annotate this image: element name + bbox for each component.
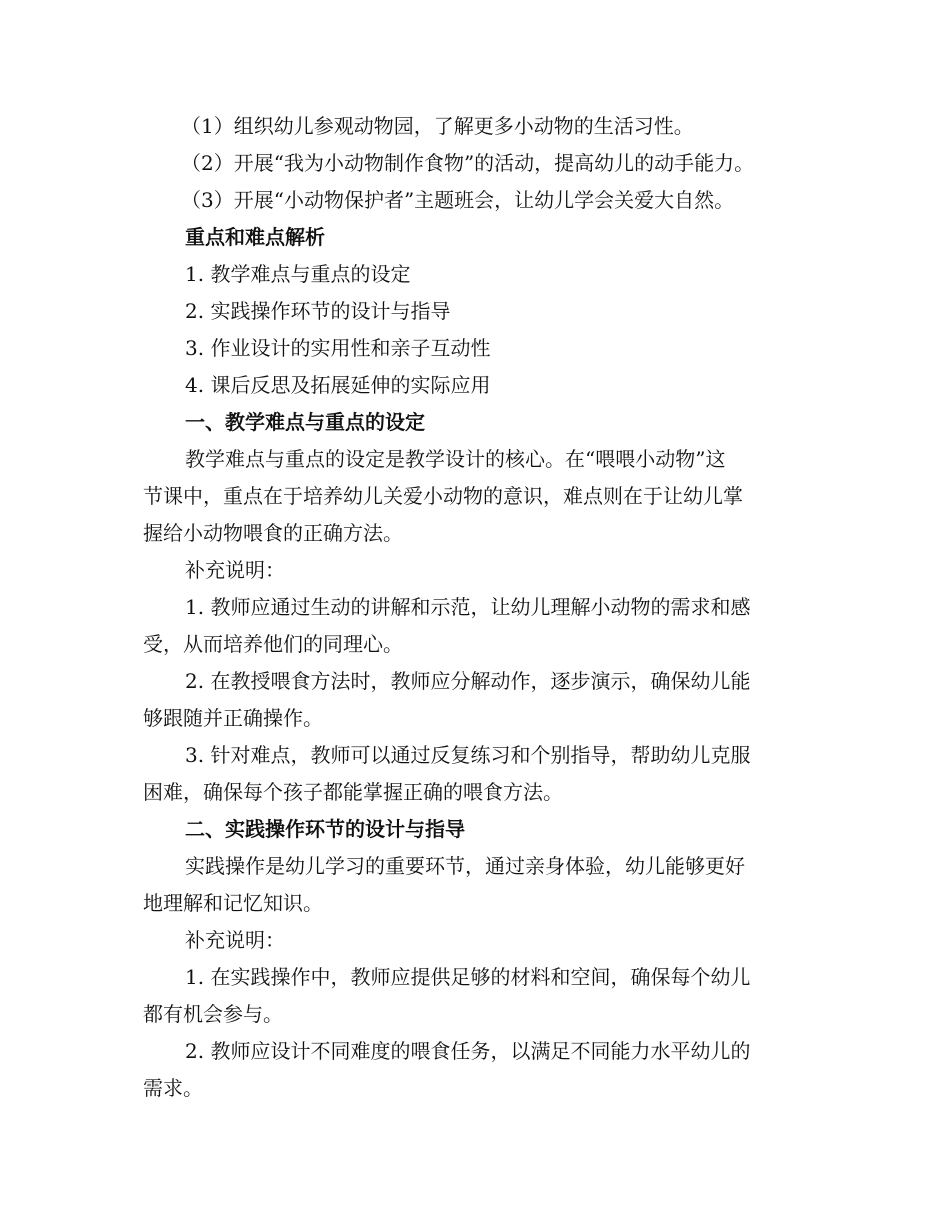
section1-note-2: [143, 663, 815, 737]
section1-note-1-line-1: 1. 教师应通过生动的讲解和示范，让幼儿理解小动物的需求和感: [185, 595, 751, 619]
section2-note-1-line-2: 都有机会参与。: [143, 1002, 283, 1026]
section2-note-1: [143, 959, 815, 1033]
section1-supplement-label: 补充说明：: [185, 558, 285, 582]
section1-note-3-line-1: 3. 针对难点，教师可以通过反复练习和个别指导，帮助幼儿克服: [185, 743, 751, 767]
section2-note-2-line-2: 需求。: [143, 1076, 203, 1100]
section2-heading: 二、实践操作环节的设计与指导: [185, 817, 465, 841]
analysis-item-4: 4. 课后反思及拓展延伸的实际应用: [185, 373, 491, 397]
analysis-heading: 重点和难点解析: [185, 225, 325, 249]
section1-paragraph: [143, 441, 815, 552]
activity-item-3: （3）开展“小动物保护者”主题班会，让幼儿学会关爱大自然。: [181, 188, 735, 212]
section1-note-1: [143, 589, 815, 663]
section1-note-3: [143, 737, 815, 811]
analysis-item-3: 3. 作业设计的实用性和亲子互动性: [185, 336, 491, 360]
section1-para-line-3: 握给小动物喂食的正确方法。: [143, 521, 403, 545]
section2-para-line-1: 实践操作是幼儿学习的重要环节，通过亲身体验，幼儿能够更好: [185, 854, 745, 878]
section2-note-1-line-1: 1. 在实践操作中，教师应提供足够的材料和空间，确保每个幼儿: [185, 965, 751, 989]
section1-para-line-1: 教学难点与重点的设定是教学设计的核心。在“喂喂小动物”这: [185, 447, 726, 471]
section1-note-2-line-1: 2. 在教授喂食方法时，教师应分解动作，逐步演示，确保幼儿能: [185, 669, 751, 693]
document-body: [143, 108, 815, 1107]
section2-para-line-2: 地理解和记忆知识。: [143, 891, 323, 915]
activity-item-1: （1）组织幼儿参观动物园，了解更多小动物的生活习性。: [181, 114, 694, 138]
analysis-item-1: 1. 教学难点与重点的设定: [185, 262, 411, 286]
section1-note-1-line-2: 受，从而培养他们的同理心。: [143, 632, 403, 656]
section2-note-2: [143, 1033, 815, 1107]
section1-para-line-2: 节课中，重点在于培养幼儿关爱小动物的意识，难点则在于让幼儿掌: [143, 484, 743, 508]
section1-note-3-line-2: 困难，确保每个孩子都能掌握正确的喂食方法。: [143, 780, 563, 804]
section2-note-2-line-1: 2. 教师应设计不同难度的喂食任务，以满足不同能力水平幼儿的: [185, 1039, 751, 1063]
activity-item-2: （2）开展“我为小动物制作食物”的活动，提高幼儿的动手能力。: [181, 151, 755, 175]
analysis-item-2: 2. 实践操作环节的设计与指导: [185, 299, 451, 323]
section2-supplement-label: 补充说明：: [185, 928, 285, 952]
section1-heading: 一、教学难点与重点的设定: [185, 410, 425, 434]
section1-note-2-line-2: 够跟随并正确操作。: [143, 706, 323, 730]
section2-paragraph: [143, 848, 815, 922]
